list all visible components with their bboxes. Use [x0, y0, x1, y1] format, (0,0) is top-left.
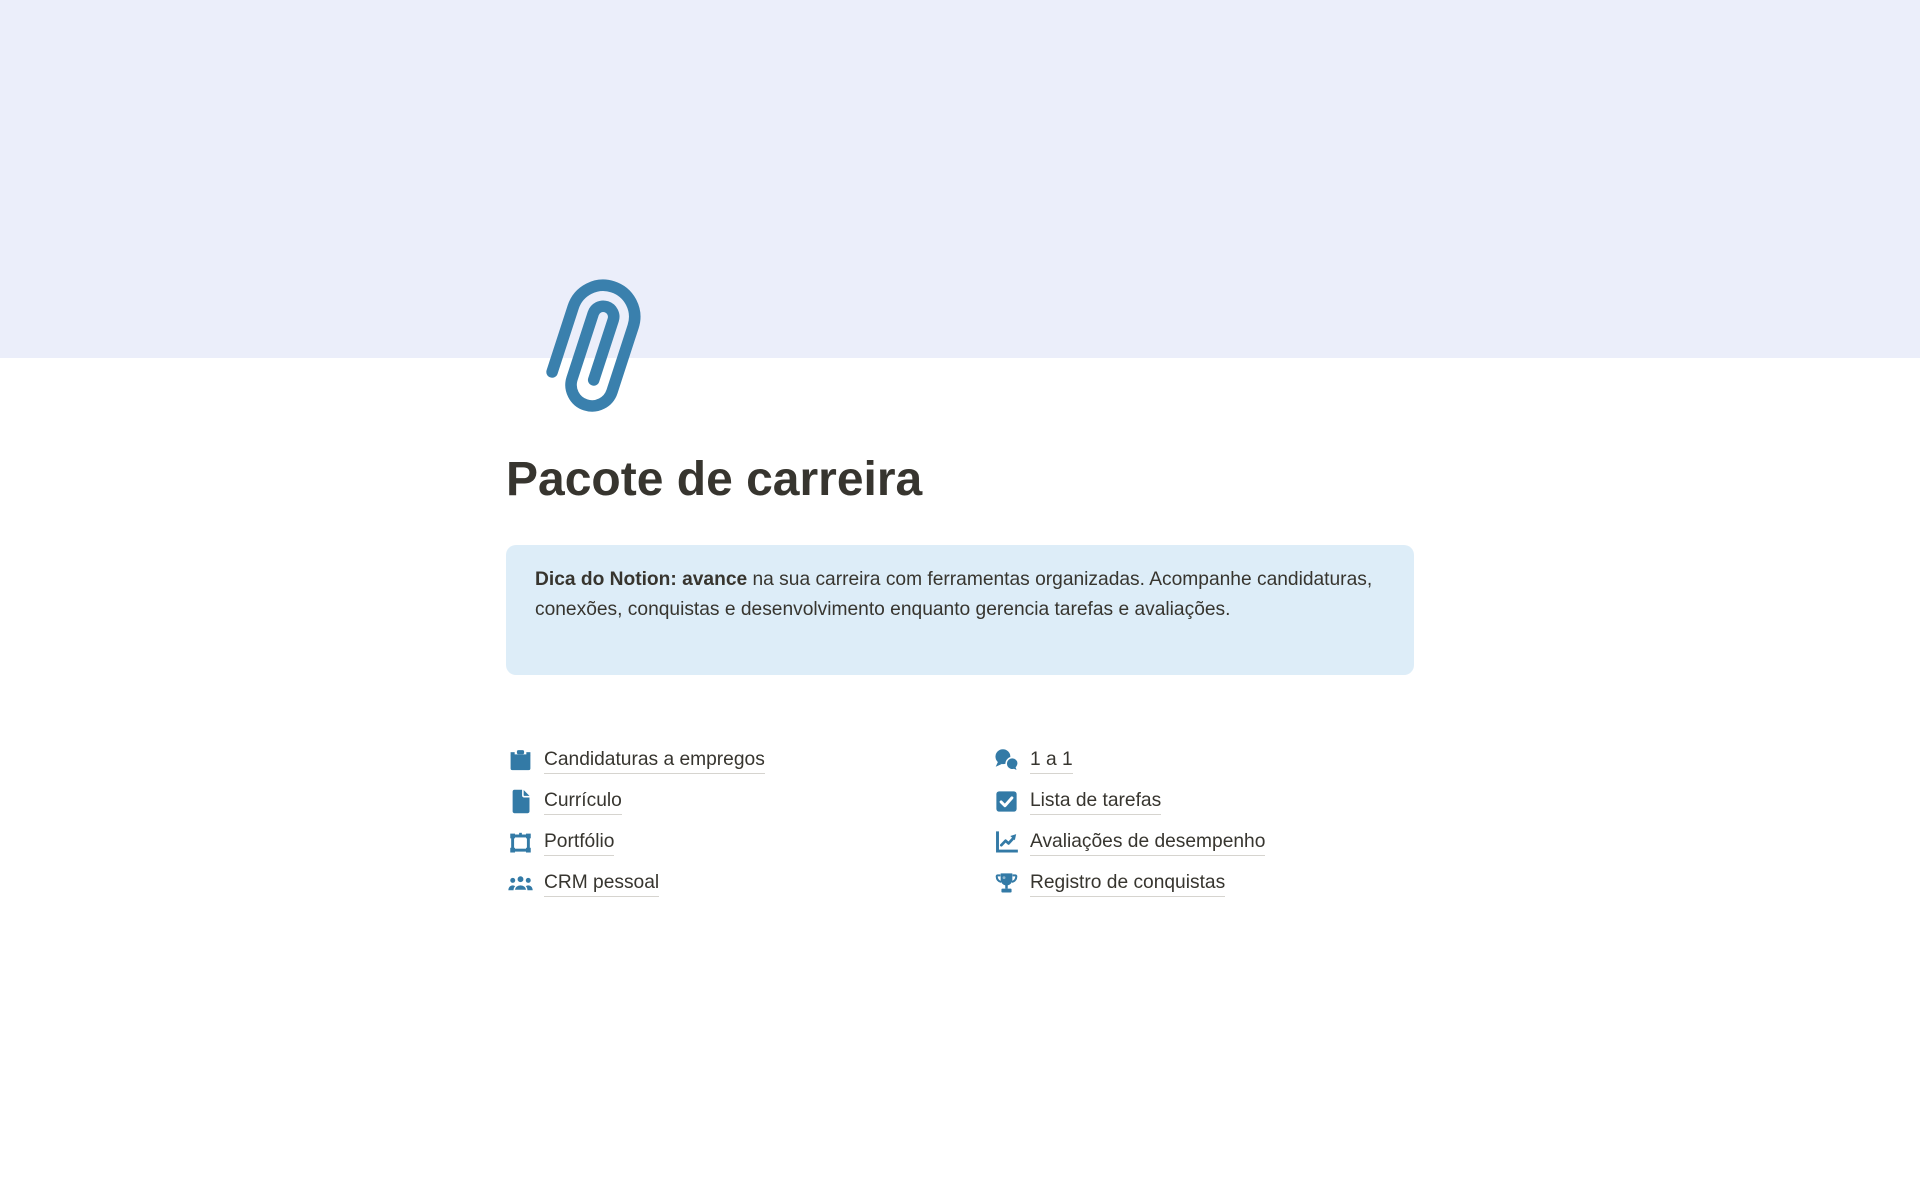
- page-link-candidaturas[interactable]: [506, 745, 946, 775]
- page-title[interactable]: Pacote de carreira: [506, 453, 923, 506]
- links-column-left: [506, 745, 946, 909]
- file-icon: [507, 788, 534, 815]
- page-link-label: Avaliações de desempenho: [1030, 829, 1265, 856]
- page-content: [506, 0, 1414, 1199]
- callout-bold-text: Dica do Notion: avance: [535, 569, 748, 590]
- chat-bubbles-icon: [993, 747, 1020, 774]
- page-link-label: Registro de conquistas: [1030, 870, 1225, 897]
- links-column-right: [992, 745, 1414, 909]
- page-link-portfolio[interactable]: [506, 827, 946, 857]
- callout-rest-text: na sua carreira com ferramentas organizadas. Acompanhe candidaturas, conexões, conquistas e desenvolvimento enquanto gerencia tarefas e avaliações.: [535, 569, 1373, 620]
- page-link-1a1[interactable]: [992, 745, 1414, 775]
- callout-text: [535, 565, 1384, 625]
- trophy-icon: [993, 870, 1020, 897]
- paperclip-icon[interactable]: [531, 282, 657, 408]
- page-link-label: Portfólio: [544, 829, 614, 856]
- page-link-avaliacoes[interactable]: [992, 827, 1414, 857]
- page-link-label: CRM pessoal: [544, 870, 659, 897]
- page-link-label: 1 a 1: [1030, 747, 1073, 774]
- page-link-label: Currículo: [544, 788, 622, 815]
- frame-icon: [507, 829, 534, 856]
- page-link-label: Lista de tarefas: [1030, 788, 1161, 815]
- page-link-curriculo[interactable]: [506, 786, 946, 816]
- checkbox-icon: [993, 788, 1020, 815]
- people-icon: [507, 870, 534, 897]
- page-link-crm[interactable]: [506, 868, 946, 898]
- links-section: [506, 745, 1414, 909]
- page-link-label: Candidaturas a empregos: [544, 747, 765, 774]
- page-link-conquistas[interactable]: [992, 868, 1414, 898]
- briefcase-icon: [507, 747, 534, 774]
- notion-tip-callout: [506, 545, 1414, 675]
- chart-up-icon: [993, 829, 1020, 856]
- page-link-tarefas[interactable]: [992, 786, 1414, 816]
